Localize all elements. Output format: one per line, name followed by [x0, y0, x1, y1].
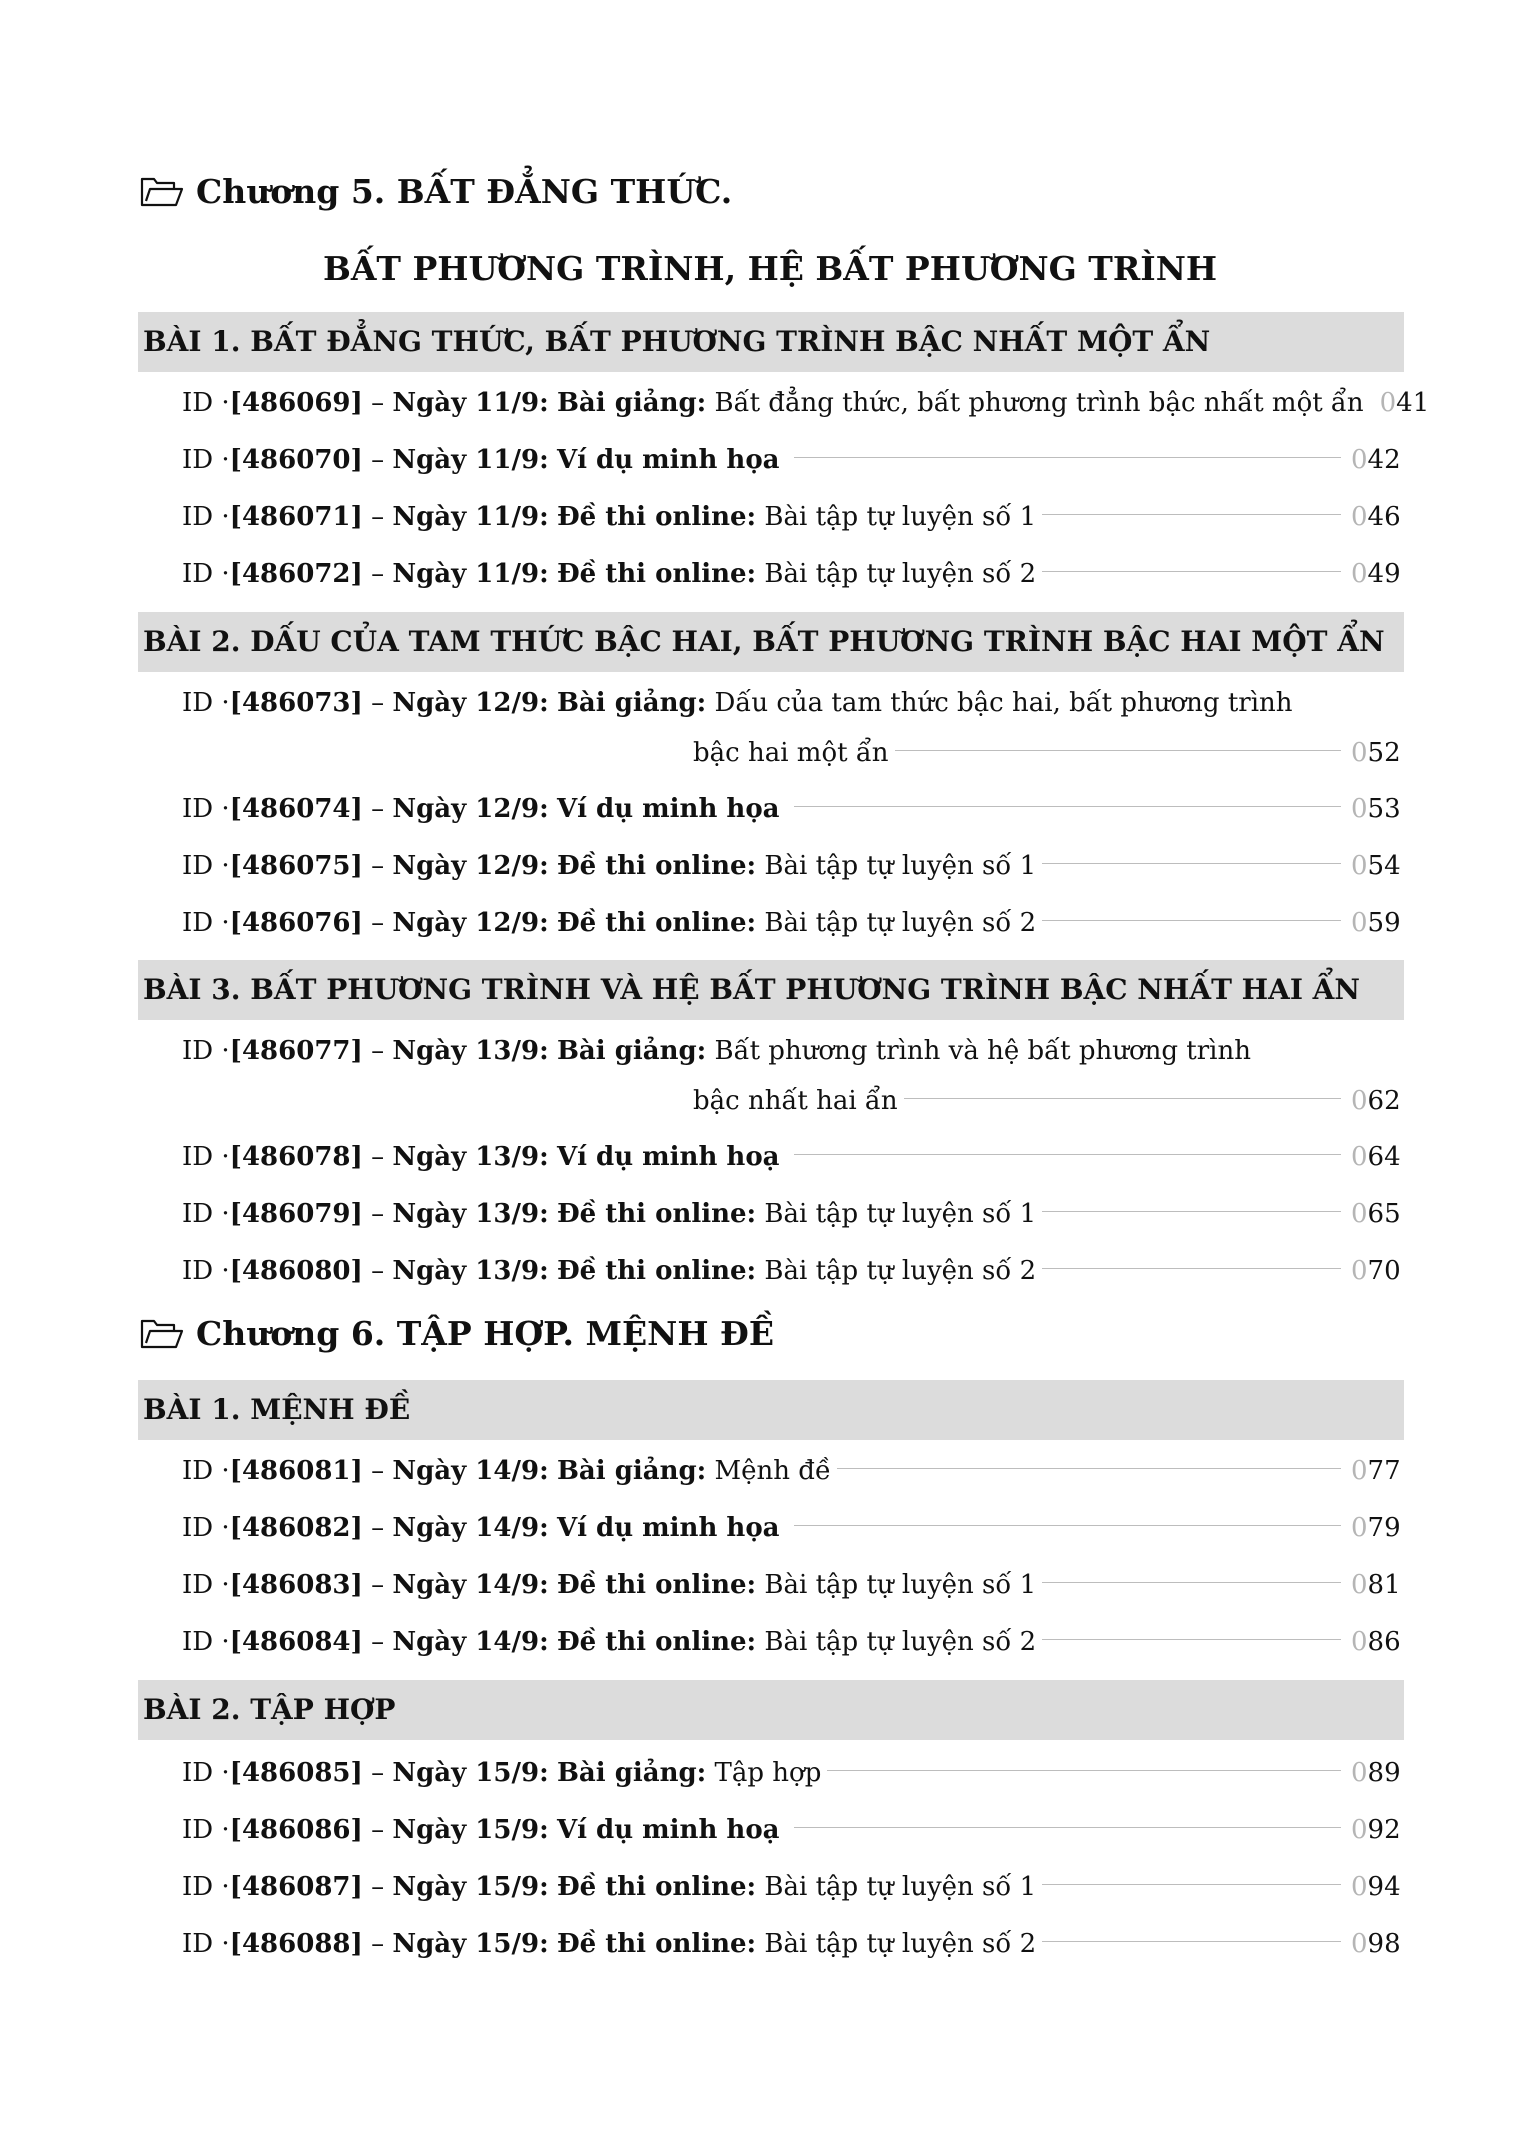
folder-icon	[140, 1319, 184, 1349]
toc-entry[interactable]: ID · [486085] – Ngày 15/9: Bài giảng: Tập hợp 089	[182, 1748, 1397, 1798]
chapter-title: Chương 5. BẤT ĐẲNG THỨC.	[196, 172, 733, 211]
toc-entry[interactable]: ID · [486071] – Ngày 11/9: Đề thi online: Bài tập tự luyện số 1 046	[182, 492, 1397, 542]
toc-entry[interactable]: ID · [486078] – Ngày 13/9: Ví dụ minh hoạ 064	[182, 1132, 1397, 1182]
toc-entry[interactable]: ID · [486076] – Ngày 12/9: Đề thi online: Bài tập tự luyện số 2 059	[182, 898, 1397, 948]
chapter-subtitle: BẤT PHƯƠNG TRÌNH, HỆ BẤT PHƯƠNG TRÌNH	[322, 249, 1218, 288]
toc-entry[interactable]: ID · [486073] – Ngày 12/9: Bài giảng: Dấu của tam thức bậc hai, bất phương trình	[182, 688, 1293, 718]
lesson-heading: BÀI 1. BẤT ĐẲNG THỨC, BẤT PHƯƠNG TRÌNH BẬC NHẤT MỘT ẨN	[138, 312, 1404, 372]
lesson-heading: BÀI 3. BẤT PHƯƠNG TRÌNH VÀ HỆ BẤT PHƯƠNG TRÌNH BẬC NHẤT HAI ẨN	[138, 960, 1404, 1020]
toc-entry[interactable]: ID · [486083] – Ngày 14/9: Đề thi online: Bài tập tự luyện số 1 081	[182, 1560, 1397, 1610]
toc-entry[interactable]: ID · [486074] – Ngày 12/9: Ví dụ minh họa 053	[182, 784, 1397, 834]
dot-leader	[1042, 1560, 1341, 1583]
chapter-heading	[140, 1310, 1400, 1358]
dot-leader	[1042, 841, 1341, 864]
lesson-heading: BÀI 2. TẬP HỢP	[138, 1680, 1404, 1740]
toc-entry[interactable]: ID · [486077] – Ngày 13/9: Bài giảng: Bất phương trình và hệ bất phương trình	[182, 1036, 1251, 1066]
dot-leader	[1042, 1862, 1341, 1885]
toc-entry[interactable]: ID · [486075] – Ngày 12/9: Đề thi online: Bài tập tự luyện số 1 054	[182, 841, 1397, 891]
dot-leader	[1042, 492, 1341, 515]
dot-leader	[1042, 1617, 1341, 1640]
dot-leader	[794, 435, 1341, 458]
toc-entry[interactable]: ID · [486084] – Ngày 14/9: Đề thi online: Bài tập tự luyện số 2 086	[182, 1617, 1397, 1667]
toc-entry[interactable]: ID · [486070] – Ngày 11/9: Ví dụ minh họa 042	[182, 435, 1397, 485]
toc-entry[interactable]: ID · [486082] – Ngày 14/9: Ví dụ minh họa 079	[182, 1503, 1397, 1553]
toc-entry-continuation[interactable]: bậc nhất hai ẩn 062	[693, 1076, 1397, 1126]
dot-leader	[1042, 1246, 1341, 1269]
toc-entry[interactable]: ID · [486086] – Ngày 15/9: Ví dụ minh hoạ 092	[182, 1805, 1397, 1855]
toc-entry[interactable]: ID · [486069] – Ngày 11/9: Bài giảng: Bất đẳng thức, bất phương trình bậc nhất một ẩn 041	[182, 388, 1430, 418]
dot-leader	[1042, 1919, 1341, 1942]
toc-entry-continuation[interactable]: bậc hai một ẩn 052	[693, 728, 1397, 778]
toc-entry[interactable]: ID · [486081] – Ngày 14/9: Bài giảng: Mệnh đề 077	[182, 1446, 1397, 1496]
lesson-heading: BÀI 2. DẤU CỦA TAM THỨC BẬC HAI, BẤT PHƯƠNG TRÌNH BẬC HAI MỘT ẨN	[138, 612, 1404, 672]
dot-leader	[837, 1446, 1341, 1469]
toc-entry[interactable]: ID · [486080] – Ngày 13/9: Đề thi online: Bài tập tự luyện số 2 070	[182, 1246, 1397, 1296]
dot-leader	[794, 1132, 1341, 1155]
dot-leader	[1042, 1189, 1341, 1212]
dot-leader	[794, 1503, 1341, 1526]
toc-entry[interactable]: ID · [486072] – Ngày 11/9: Đề thi online: Bài tập tự luyện số 2 049	[182, 549, 1397, 599]
dot-leader	[904, 1076, 1341, 1099]
folder-icon	[140, 177, 184, 207]
lesson-heading: BÀI 1. MỆNH ĐỀ	[138, 1380, 1404, 1440]
toc-entry[interactable]: ID · [486087] – Ngày 15/9: Đề thi online: Bài tập tự luyện số 1 094	[182, 1862, 1397, 1912]
dot-leader	[794, 784, 1341, 807]
dot-leader	[794, 1805, 1341, 1828]
dot-leader	[1042, 898, 1341, 921]
chapter-title: Chương 6. TẬP HỢP. MỆNH ĐỀ	[196, 1314, 774, 1353]
toc-entry[interactable]: ID · [486079] – Ngày 13/9: Đề thi online: Bài tập tự luyện số 1 065	[182, 1189, 1397, 1239]
dot-leader	[1042, 549, 1341, 572]
chapter-heading	[140, 168, 1400, 216]
dot-leader	[895, 728, 1342, 751]
dot-leader	[827, 1748, 1341, 1771]
toc-entry[interactable]: ID · [486088] – Ngày 15/9: Đề thi online: Bài tập tự luyện số 2 098	[182, 1919, 1397, 1969]
